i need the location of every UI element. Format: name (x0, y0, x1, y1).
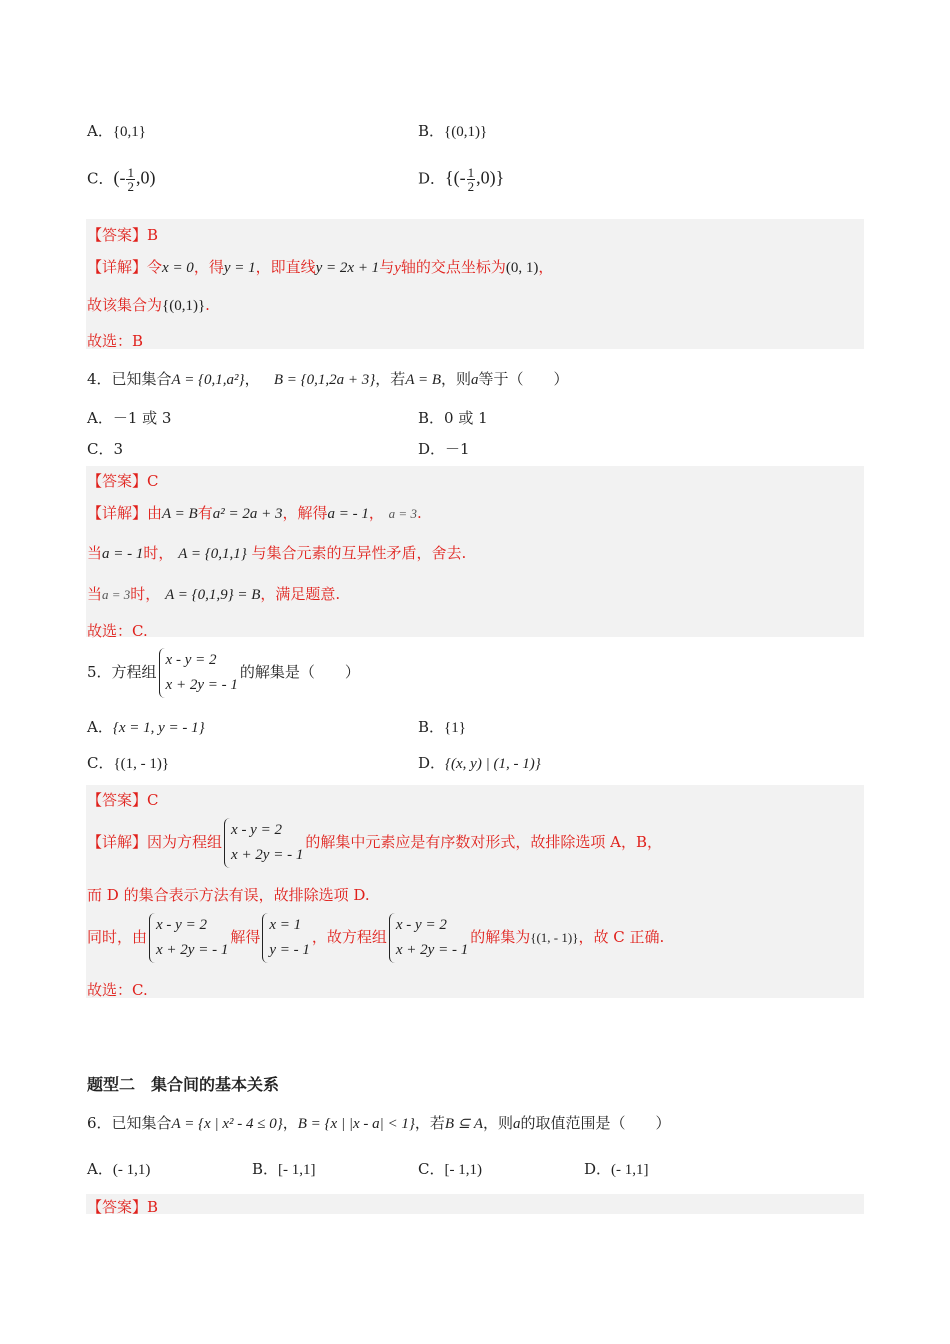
q3-d1i: 轴的交点坐标为 (400, 258, 506, 276)
q3-option-c-label: C． (87, 169, 114, 188)
q6-stem-f: B ⊆ A (444, 1116, 483, 1132)
q5-d3e: {(1, - 1)} (530, 930, 579, 945)
q3-d1g: 与 (379, 258, 395, 276)
q4-detail-line-1 (87, 502, 422, 523)
q6-option-a-label: A． (87, 1160, 113, 1178)
q6-option-a-expr: (- 1,1) (112, 1162, 151, 1178)
q3-option-d-num: 1 (467, 165, 475, 180)
q3-d2b: {(0,1)} (162, 298, 206, 314)
q6-option-a[interactable] (87, 1158, 150, 1179)
q4-d2e: 与集合元素的互异性矛盾，舍去. (251, 544, 467, 562)
q3-d2a: 故该集合为 (87, 296, 163, 314)
q5-option-a-label: A． (87, 718, 113, 736)
q3-d1e: ，即直线 (255, 258, 316, 276)
q4-detail-line-2 (87, 542, 466, 563)
q6-stem-h: a (513, 1116, 521, 1132)
q4-d1d: a² = 2a + 3 (212, 506, 283, 522)
q3-option-a-expr: {0,1} (112, 124, 146, 140)
q3-d1f: y = 2x + 1 (315, 260, 380, 276)
q3-option-c-den: 2 (127, 179, 134, 194)
q6-stem-b: A = {x | x² - 4 ≤ 0} (171, 1116, 283, 1132)
q3-option-c-num: 1 (127, 165, 134, 180)
q4-stem-b: A = {0,1,a²} (171, 372, 245, 388)
q3-option-b-label: B． (418, 122, 445, 140)
q3-d1h: y (394, 260, 401, 276)
q5-option-b-label: B． (418, 718, 445, 736)
q4-detail-tag: 【详解】 (87, 504, 148, 522)
q4-d3d: A = {0,1,9} = B (165, 587, 261, 603)
q4-d1i: . (416, 504, 422, 522)
q5-detail-s3-eq2: y = - 1 (269, 942, 310, 958)
q5-d1a: 因为方程组 (147, 833, 223, 851)
q5-detail-system-4 (389, 913, 468, 963)
q5-d3a: 同时，由 (87, 928, 148, 946)
q5-option-c-expr: {(1, - 1)} (113, 756, 170, 772)
q3-option-c[interactable] (87, 166, 155, 193)
q5-option-c[interactable] (87, 752, 169, 773)
q6-option-d[interactable] (584, 1158, 649, 1179)
q6-option-b[interactable] (252, 1158, 316, 1179)
q4-stem-g: ，则 (441, 370, 472, 388)
q5-detail-line-1 (87, 818, 662, 868)
q3-option-c-pre: (- (113, 167, 126, 188)
q5-eq1: x - y = 2 (165, 652, 217, 668)
q3-answer-box (86, 219, 864, 349)
q3-option-b-expr: {(0,1)} (444, 124, 488, 140)
q4-d2d: A = {0,1,1} (178, 546, 247, 562)
q5-d3c: ，故方程组 (311, 928, 387, 946)
q5-option-d-expr: {(x, y) | (1, - 1)} (445, 756, 541, 772)
q4-stem (87, 368, 569, 389)
q4-stem-f: A = B (405, 372, 441, 388)
q5-choose: 故选：C. (87, 981, 148, 999)
q3-option-a[interactable] (87, 120, 146, 141)
q5-detail-s4-eq1: x - y = 2 (395, 917, 447, 933)
q4-d3b: a = 3 (102, 587, 131, 602)
q6-answer: 【答案】B (87, 1198, 159, 1216)
q4-option-c[interactable]: C．3 (87, 440, 124, 458)
q5-option-b[interactable] (418, 716, 466, 737)
q4-d1f: a = - 1 (327, 506, 369, 522)
q4-d3a: 当 (87, 585, 103, 603)
q4-choose: 故选：C. (87, 622, 148, 640)
q4-d1a: 由 (147, 504, 163, 522)
q5-detail-system-2 (149, 913, 228, 963)
q3-option-d-label: D． (418, 169, 446, 188)
q3-option-a-label: A． (87, 122, 113, 140)
q6-option-b-label: B． (252, 1160, 279, 1178)
q3-d1a: 令 (147, 258, 163, 276)
q4-d2b: a = - 1 (102, 546, 144, 562)
q6-option-b-expr: [- 1,1] (278, 1162, 316, 1178)
q4-d3e: ，满足题意. (260, 585, 341, 603)
q4-option-d[interactable]: D．－1 (418, 440, 470, 458)
q5-equation-system (159, 648, 238, 698)
q3-option-c-post: ,0) (135, 167, 156, 188)
q6-stem-c: ， (282, 1114, 298, 1132)
q3-d1k: ， (538, 258, 554, 276)
q4-option-a[interactable]: A．－1 或 3 (87, 409, 172, 427)
q5-detail-line-2: 而 D 的集合表示方法有误，故排除选项 D. (87, 886, 370, 904)
q5-stem (87, 648, 360, 698)
q4-stem-e: ，若 (375, 370, 406, 388)
q5-detail-s2-eq1: x - y = 2 (156, 917, 207, 933)
q5-detail-s2-eq2: x + 2y = - 1 (156, 942, 229, 958)
q4-stem-i: 等于（ ） (478, 370, 569, 388)
q4-stem-d: B = {0,1,2a + 3} (273, 372, 376, 388)
q3-detail-line-1 (87, 256, 553, 277)
q4-d2a: 当 (87, 544, 103, 562)
q5-d3d: 的解集为 (470, 928, 531, 946)
q4-stem-h: a (471, 372, 479, 388)
q3-d1j: (0, 1) (505, 260, 539, 276)
q6-option-c-expr: [- 1,1) (444, 1162, 482, 1178)
q3-choose: 故选：B (87, 332, 144, 350)
q4-detail-line-3 (87, 583, 340, 604)
q5-detail-s3-eq1: x = 1 (269, 917, 302, 933)
q4-d1g: ， (368, 504, 384, 522)
q4-stem-c: ， (244, 370, 260, 388)
q3-answer: 【答案】B (87, 226, 159, 244)
q5-detail-s4-eq2: x + 2y = - 1 (395, 942, 469, 958)
q5-d3f: ，故 C 正确. (578, 928, 665, 946)
q5-option-d-label: D． (418, 754, 446, 772)
q3-d1c: ，得 (193, 258, 224, 276)
q6-stem-e: ，若 (414, 1114, 445, 1132)
q3-detail-line-2 (87, 294, 210, 315)
q5-detail-system-1 (224, 818, 303, 868)
q6-stem-d: B = {x | |x - a| < 1} (297, 1116, 415, 1132)
q6-stem-g: ，则 (482, 1114, 513, 1132)
q6-option-d-expr: (- 1,1] (611, 1162, 649, 1178)
q5-d1b: 的解集中元素应是有序数对形式，故排除选项 A，B， (305, 833, 662, 851)
q3-detail-tag: 【详解】 (87, 258, 148, 276)
q3-option-d-den: 2 (467, 179, 475, 194)
q3-option-d-post: ,0)} (476, 167, 505, 188)
q6-option-c[interactable] (418, 1158, 482, 1179)
q4-d1c: 有 (197, 504, 213, 522)
q4-d2c: 时， (143, 544, 174, 562)
q4-d1b: A = B (162, 506, 198, 522)
q6-option-d-label: D． (584, 1160, 612, 1178)
q3-option-d[interactable] (418, 166, 504, 193)
q6-stem (87, 1112, 671, 1133)
q5-detail-s1-eq1: x - y = 2 (231, 822, 282, 838)
q3-d1b: x = 0 (162, 260, 194, 276)
q5-option-a[interactable] (87, 716, 205, 737)
q5-detail-tag: 【详解】 (87, 833, 148, 851)
q5-eq2: x + 2y = - 1 (165, 677, 238, 693)
q6-stem-i: 的取值范围是（ ） (520, 1114, 671, 1132)
q4-stem-a: 4．已知集合 (87, 370, 172, 388)
q3-option-d-pre: {(- (445, 167, 466, 188)
q5-detail-s1-eq2: x + 2y = - 1 (231, 847, 304, 863)
q6-option-c-label: C． (418, 1160, 445, 1178)
q5-answer: 【答案】C (87, 791, 159, 809)
q5-option-d[interactable] (418, 752, 541, 773)
q5-detail-line-3 (87, 913, 664, 963)
q5-option-c-label: C． (87, 754, 114, 772)
section-title: 题型二 集合间的基本关系 (87, 1075, 280, 1094)
q4-d3c: 时， (130, 585, 161, 603)
q4-d1h: a = 3 (388, 506, 417, 521)
q5-d3b: 解得 (230, 928, 261, 946)
q4-option-b[interactable]: B．0 或 1 (418, 409, 488, 427)
q3-option-c-fraction (126, 166, 135, 193)
q6-stem-a: 6．已知集合 (87, 1114, 172, 1132)
q4-answer: 【答案】C (87, 472, 159, 490)
q6-answer-box (86, 1194, 864, 1214)
q3-option-d-fraction (467, 166, 476, 193)
q5-option-b-expr: {1} (444, 720, 466, 736)
q3-d1d: y = 1 (223, 260, 256, 276)
q3-d2c: . (205, 296, 210, 314)
q5-detail-system-3 (262, 913, 310, 963)
q5-option-a-expr: {x = 1, y = - 1} (112, 720, 205, 736)
q4-d1e: ，解得 (282, 504, 328, 522)
q3-option-b[interactable] (418, 120, 487, 141)
q5-stem-a: 5．方程组 (87, 663, 157, 681)
q5-stem-b: 的解集是（ ） (239, 663, 360, 681)
